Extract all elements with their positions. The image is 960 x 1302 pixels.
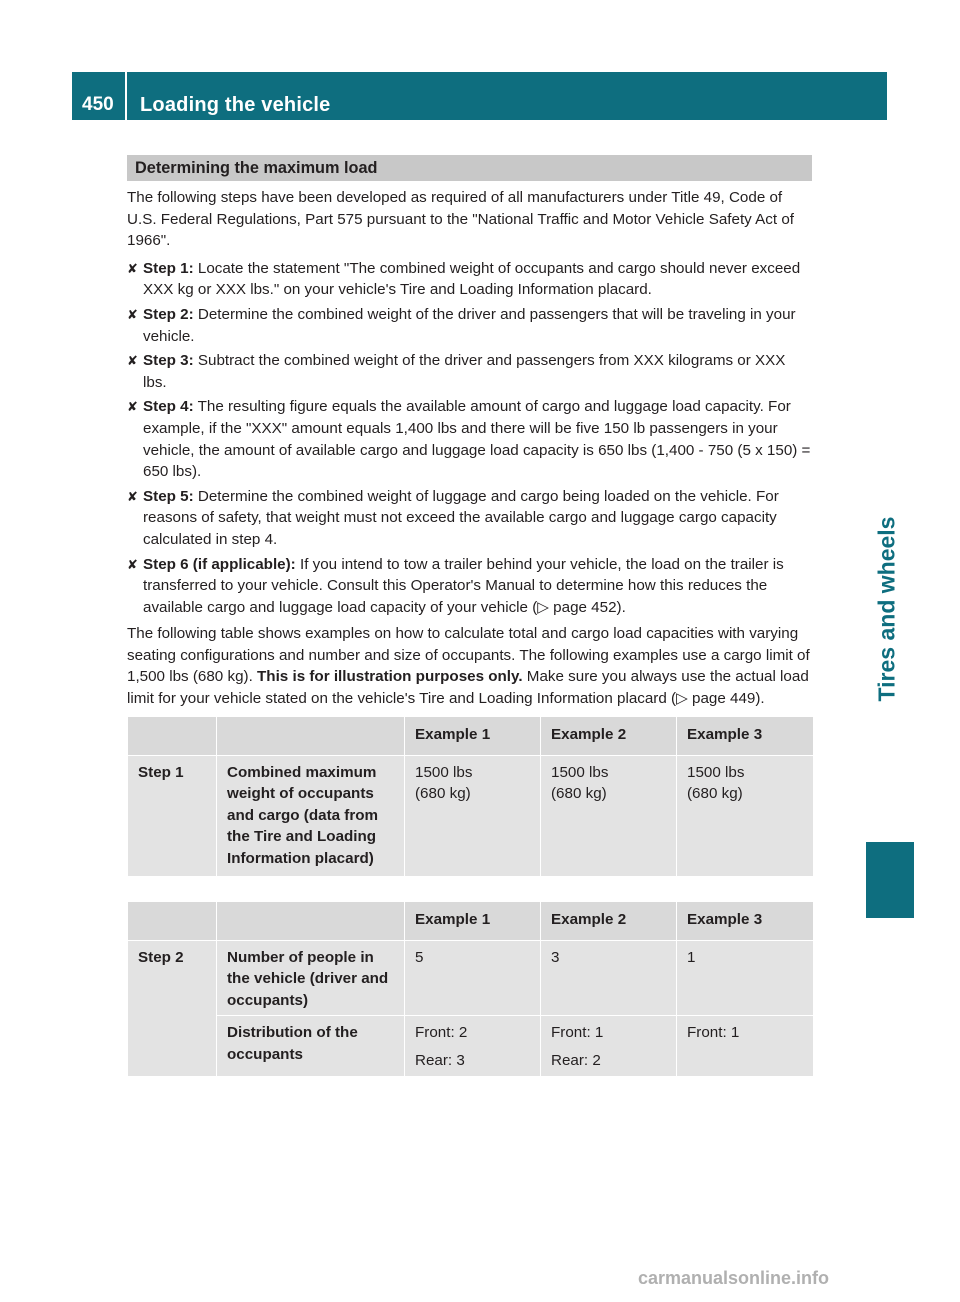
table-intro-emphasis: This is for illustration purposes only. [257,668,523,686]
step-label: Step 4: [143,398,194,416]
description-cell: Number of people in the vehicle (driver and occupants) [217,940,405,1016]
intro-paragraph: The following steps have been developed as required of all manufacturers under Title 49, Code of U.S. Federal Regulations, Part 575 pursuant to the "National Traffic and Motor Vehicle Safety Act of 1966". [127,189,794,250]
arrow-right-icon: ✘ [127,399,138,415]
value-cell [677,755,814,876]
value-cell [405,755,541,876]
value-line: Front: 2 [415,1024,468,1042]
page-number: 450 [82,94,114,115]
step-text: The resulting figure equals the available amount of cargo and luggage load capacity. For example, if the "XXX" amount equals 1,400 lbs and there will be five 150 lb passengers in your vehicle, the amount of available cargo and luggage load capacity is 650 lbs (1,400 - 750 (5 x 150) = 650 lbs). [143,398,811,481]
value-cell: 1 [677,940,814,1016]
step-text: Locate the statement "The combined weight of occupants and cargo should never exceed XXX kg or XXX lbs." on your vehicle's Tire and Loading Information placard. [143,259,801,299]
header-cell [128,716,217,755]
table-intro-text: The following table shows examples on how to calculate total and cargo load capacities with varying seating configurations and number and size of occupants. The following examples use a cargo limit of 1,500 lbs (680 kg). [127,625,810,686]
header-cell: Example 2 [541,901,677,940]
step-6 [127,554,812,619]
value-line: (680 kg) [551,785,607,803]
header-cell: Example 1 [405,716,541,755]
step-4 [127,396,812,482]
arrow-right-icon: ✘ [127,556,138,572]
value-cell [541,1016,677,1076]
arrow-right-icon: ✘ [127,260,138,276]
value-line: Rear: 2 [551,1052,601,1069]
step-5 [127,486,812,551]
arrow-right-icon: ✘ [127,306,138,322]
value-line: (680 kg) [687,785,743,803]
header-divider [125,72,127,120]
header-cell [128,901,217,940]
table-header-row [128,901,814,940]
arrow-right-icon: ✘ [127,488,138,504]
header-cell: Example 2 [541,716,677,755]
watermark: carmanualsonline.info [638,1268,830,1288]
header-cell: Example 1 [405,901,541,940]
table-intro-paragraph [127,623,812,709]
side-tab-marker [866,842,914,918]
step-text: If you intend to tow a trailer behind your vehicle, the load on the trailer is transferred to your vehicle. Consult this Operator's Manual to determine how this reduces the available cargo and luggage load capacity of your vehicle (▷ page 452). [143,555,784,616]
header-cell: Example 3 [677,716,814,755]
content [127,155,812,1077]
header-cell [217,901,405,940]
value-line: Front: 1 [551,1024,604,1042]
table-row [128,940,814,1016]
value-cell: 3 [541,940,677,1016]
value-line: 1500 lbs [687,763,745,781]
arrow-right-icon: ✘ [127,353,138,369]
table-header-row [128,716,814,755]
step-text: Subtract the combined weight of the driver and passengers from XXX kilograms or XXX lbs. [143,352,786,391]
description-cell: Distribution of the occupants [217,1016,405,1076]
value-cell [541,755,677,876]
step-label: Step 6 (if applicable): [143,555,296,573]
value-line: 1500 lbs [415,763,473,781]
value-cell [677,1016,814,1076]
value-cell [405,1016,541,1076]
table-row [128,755,814,876]
value-line: 1500 lbs [551,763,609,781]
value-line: Front: 1 [687,1024,740,1042]
step-cell: Step 2 [128,940,217,1076]
step-text: Determine the combined weight of luggage and cargo being loaded on the vehicle. For reasons of safety, that weight must not exceed the available cargo and luggage cargo capacity calculated in step 4. [143,487,779,548]
example-table-step-2 [127,901,814,1077]
step-label: Step 5: [143,487,194,505]
step-cell: Step 1 [128,755,217,876]
step-label: Step 3: [143,352,194,370]
value-line: Rear: 3 [415,1052,465,1069]
value-cell: 5 [405,940,541,1016]
table-row [128,1016,814,1076]
step-1 [127,258,812,301]
side-tab-label: Tires and wheels [873,516,900,702]
description-cell: Combined maximum weight of occupants and cargo (data from the Tire and Loading Information placard) [217,755,405,876]
table-intro-text-end: Make sure you always use the actual load limit for your vehicle stated on the vehicle's Tire and Loading Information placard (▷ page 449). [127,668,809,708]
step-3 [127,350,812,393]
header-bar [72,72,887,120]
header-cell [217,716,405,755]
step-2 [127,304,812,347]
step-text: Determine the combined weight of the driver and passengers that will be traveling in your vehicle. [143,305,796,345]
value-line: (680 kg) [415,785,471,803]
page-title: Loading the vehicle [140,94,331,116]
header-cell: Example 3 [677,901,814,940]
section-heading: Determining the maximum load [127,155,812,181]
step-label: Step 2: [143,305,194,323]
example-table-step-1 [127,716,814,877]
step-label: Step 1: [143,259,194,277]
